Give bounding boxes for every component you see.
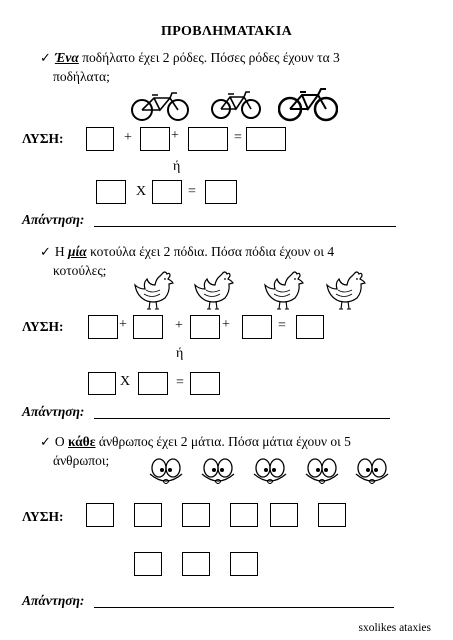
problem-2-line2: κοτούλες; (53, 263, 107, 278)
answer-box[interactable] (182, 503, 210, 527)
answer-box[interactable] (88, 372, 116, 395)
equals-sign: = (176, 375, 184, 390)
answer-box[interactable] (296, 315, 324, 339)
answer-box[interactable] (205, 180, 237, 204)
answer-box[interactable] (230, 552, 258, 576)
times-sign: Χ (120, 374, 131, 389)
problem-1-line1: ποδήλατο έχει 2 ρόδες. Πόσες ρόδες έχουν τα 3 (78, 50, 340, 65)
equals-sign: = (188, 184, 196, 199)
plus-sign: + (222, 317, 230, 332)
footer-credit: sxolikes ataxies (358, 622, 431, 634)
problem-3-prefix: Ο (54, 434, 69, 449)
solution-label: ΛΥΣΗ: (22, 131, 64, 146)
answer-box[interactable] (140, 127, 170, 151)
answer-box[interactable] (133, 315, 163, 339)
or-label: ή (173, 159, 181, 174)
plus-sign: + (171, 128, 179, 143)
answer-box[interactable] (134, 552, 162, 576)
bicycle-icon (130, 90, 190, 122)
plus-sign: + (119, 317, 127, 332)
check-icon: ✓ (40, 244, 51, 259)
face-icon (352, 456, 392, 488)
page-title: ΠΡΟΒΛΗΜΑΤΑΚΙΑ (161, 24, 292, 39)
face-icon (146, 456, 186, 488)
problem-3-line1: άνθρωπος έχει 2 μάτια. Πόσα μάτια έχουν οι 5 (95, 434, 351, 449)
answer-label: Απάντηση: (22, 593, 85, 608)
bicycle-icon (278, 86, 338, 122)
answer-box[interactable] (230, 503, 258, 527)
plus-sign: + (124, 130, 132, 145)
answer-box[interactable] (242, 315, 272, 339)
answer-box[interactable] (96, 180, 126, 204)
answer-box[interactable] (88, 315, 118, 339)
check-icon: ✓ (40, 50, 51, 65)
problem-3-keyword: κάθε (68, 434, 96, 449)
answer-box[interactable] (190, 372, 220, 395)
face-icon (250, 456, 290, 488)
problem-2-prefix: Η (54, 244, 69, 259)
answer-box[interactable] (138, 372, 168, 395)
answer-line[interactable] (94, 607, 394, 608)
answer-box[interactable] (190, 315, 220, 339)
problem-1-line2: ποδήλατα; (53, 69, 110, 84)
problem-2-line1: κοτούλα έχει 2 πόδια. Πόσα πόδια έχουν οι 4 (86, 244, 335, 259)
answer-label: Απάντηση: (22, 404, 85, 419)
problem-1-text (40, 48, 420, 86)
problem-1-keyword: Ένα (54, 50, 79, 65)
answer-box[interactable] (182, 552, 210, 576)
problem-2-keyword: μία (68, 244, 87, 259)
equals-sign: = (234, 130, 242, 145)
answer-box[interactable] (134, 503, 162, 527)
answer-box[interactable] (86, 503, 114, 527)
plus-sign: + (175, 318, 183, 333)
answer-line[interactable] (94, 418, 390, 419)
solution-label: ΛΥΣΗ: (22, 319, 64, 334)
answer-label: Απάντηση: (22, 212, 85, 227)
answer-box[interactable] (152, 180, 182, 204)
hen-icon (324, 268, 368, 312)
check-icon: ✓ (40, 434, 51, 449)
or-label: ή (176, 346, 184, 361)
answer-box[interactable] (246, 127, 286, 151)
answer-box[interactable] (270, 503, 298, 527)
answer-box[interactable] (318, 503, 346, 527)
equals-sign: = (278, 318, 286, 333)
answer-box[interactable] (188, 127, 228, 151)
problem-3-line2: άνθρωποι; (53, 453, 110, 468)
hen-icon (192, 268, 236, 312)
answer-line[interactable] (94, 226, 396, 227)
hen-icon (132, 268, 176, 312)
face-icon (302, 456, 342, 488)
answer-box[interactable] (86, 127, 114, 151)
solution-label: ΛΥΣΗ: (22, 509, 64, 524)
times-sign: Χ (136, 184, 147, 199)
bicycle-icon (210, 88, 262, 120)
face-icon (198, 456, 238, 488)
hen-icon (262, 268, 306, 312)
